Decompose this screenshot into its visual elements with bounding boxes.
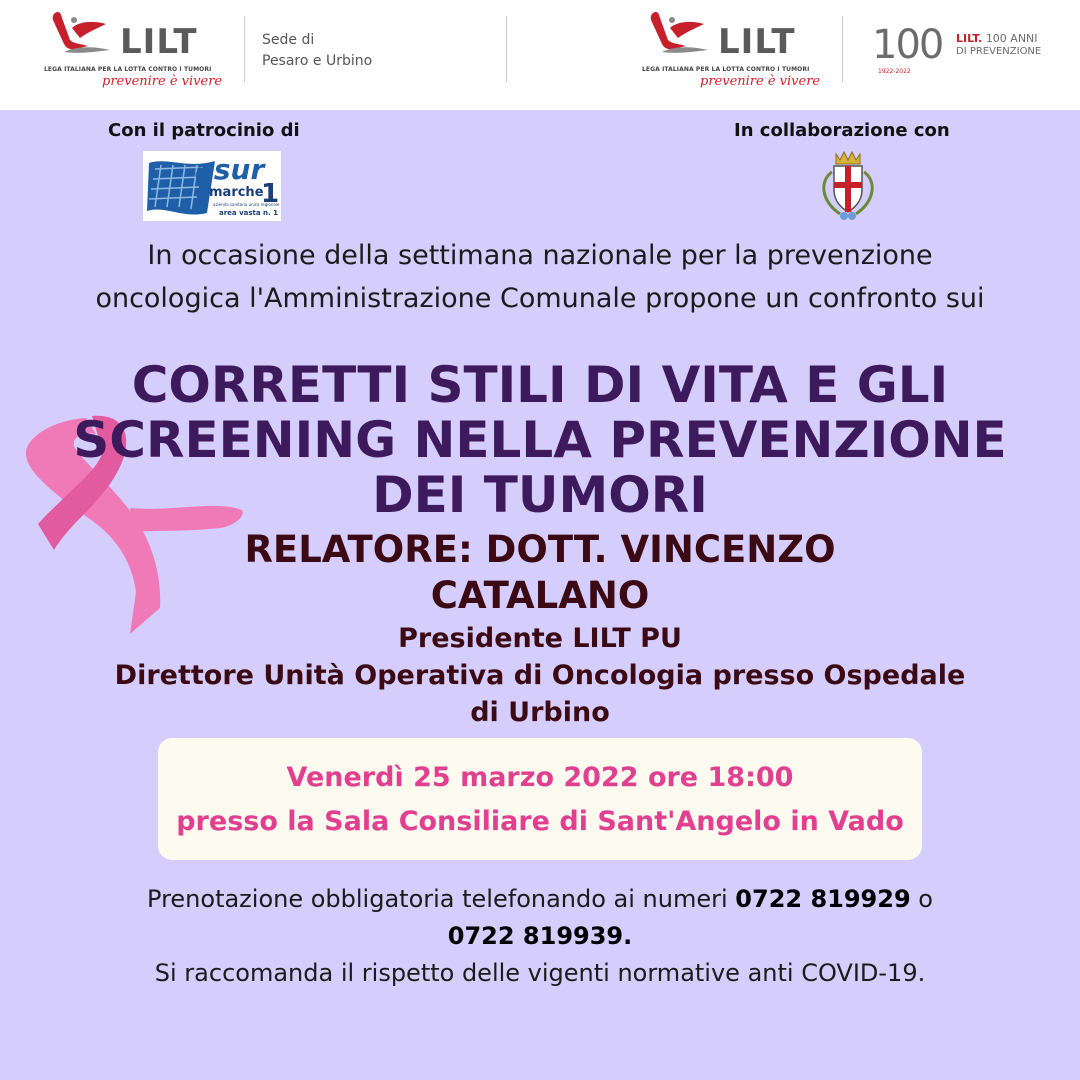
header-divider xyxy=(244,16,245,82)
event-date: Venerdì 25 marzo 2022 ore 18:00 xyxy=(286,762,794,793)
lilt-figure-icon xyxy=(646,8,710,58)
speaker: RELATORE: DOTT. VINCENZO CATALANO xyxy=(244,528,836,617)
centenary-years-label: 100 ANNI xyxy=(985,32,1038,45)
phone-number-2[interactable]: 0722 819939. xyxy=(447,922,633,950)
event-details-box xyxy=(158,738,922,860)
centenary-logo xyxy=(872,22,1072,82)
lilt-name: LILT xyxy=(718,22,796,62)
lilt-figure-icon xyxy=(48,8,112,58)
patronage-label: Con il patrocinio di xyxy=(108,120,300,141)
lilt-subtitle: LEGA ITALIANA PER LA LOTTA CONTRO I TUMORI xyxy=(642,66,810,73)
centenary-brand: LILT. xyxy=(956,32,983,45)
sede-label: Sede di Pesaro e Urbino xyxy=(262,32,373,69)
booking-info xyxy=(80,881,1000,992)
asur-region: marche xyxy=(209,185,264,200)
centenary-line1 xyxy=(956,32,1038,45)
asur-logo xyxy=(143,151,281,221)
lilt-name: LILT xyxy=(120,22,198,62)
lilt-logo-left xyxy=(44,6,229,94)
collaboration-label: In collaborazione con xyxy=(734,120,950,141)
lilt-tagline: prevenire è vivere xyxy=(102,74,223,89)
intro-text: In occasione della settimana nazionale per la prevenzione oncologica l'Amministrazione Comunale propone un confronto sui xyxy=(95,240,985,314)
lilt-logo-right xyxy=(642,6,827,94)
header-bar xyxy=(0,0,1080,110)
lilt-subtitle: LEGA ITALIANA PER LA LOTTA CONTRO I TUMORI xyxy=(44,66,212,73)
centenary-years: 1922-2022 xyxy=(878,68,911,75)
asur-word: asur xyxy=(195,153,265,186)
event-place: presso la Sala Consiliare di Sant'Angelo in Vado xyxy=(176,806,904,837)
municipal-crest-icon xyxy=(810,150,886,224)
speaker-role-director: Direttore Unità Operativa di Oncologia presso Ospedale di Urbino xyxy=(114,660,966,728)
event-title: CORRETTI STILI DI VITA E GLI SCREENING NELLA PREVENZIONE DEI TUMORI xyxy=(73,356,1007,524)
centenary-line2: DI PREVENZIONE xyxy=(956,46,1042,57)
booking-text: Prenotazione obbligatoria telefonando ai numeri xyxy=(147,885,728,913)
asur-number: 1 xyxy=(261,179,280,209)
speaker-role-president: Presidente LILT PU xyxy=(398,623,682,654)
centenary-number: 100 xyxy=(872,22,943,68)
asur-area: area vasta n. 1 xyxy=(219,209,278,217)
booking-joiner: o xyxy=(918,885,933,913)
header-divider xyxy=(842,16,843,82)
speaker-roles xyxy=(110,620,970,731)
lilt-tagline: prevenire è vivere xyxy=(700,74,821,89)
asur-small-text: azienda sanitaria unica regionale xyxy=(213,202,280,207)
phone-number-1[interactable]: 0722 819929 xyxy=(735,885,911,913)
header-divider xyxy=(506,16,507,82)
covid-notice: Si raccomanda il rispetto delle vigenti normative anti COVID-19. xyxy=(154,959,926,987)
